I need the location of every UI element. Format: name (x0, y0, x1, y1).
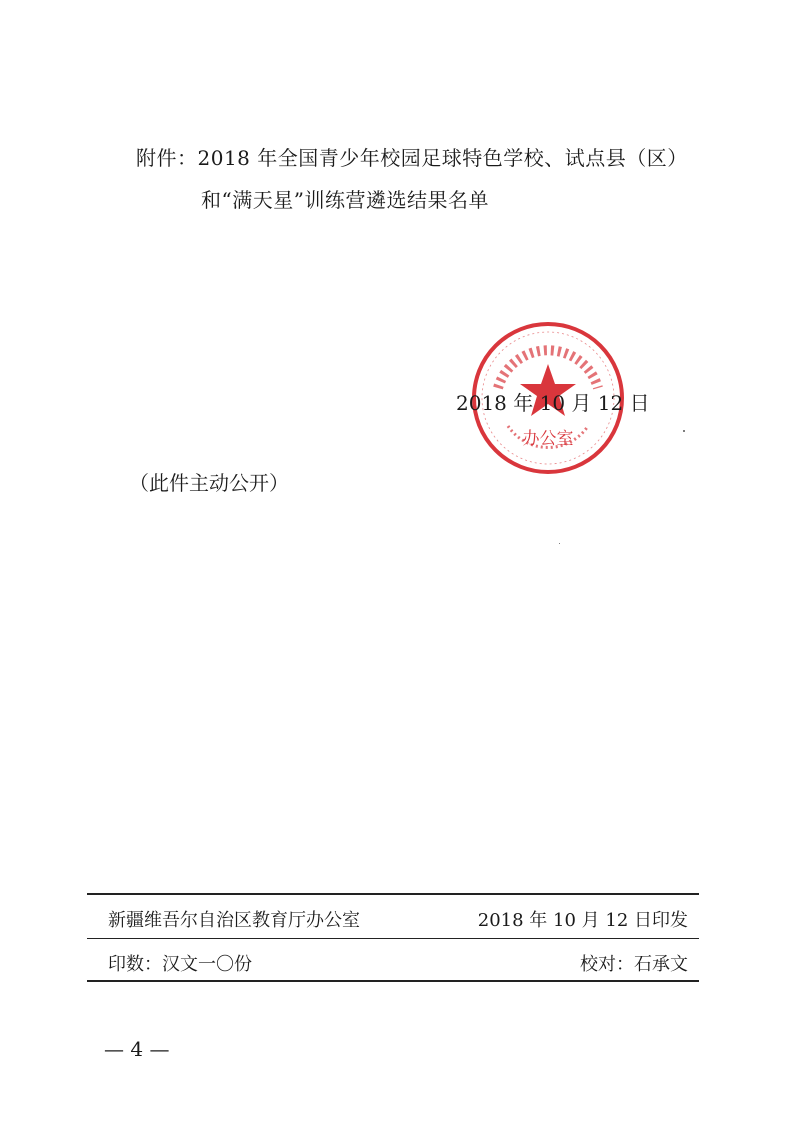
footer-rule-middle (87, 938, 699, 939)
public-disclosure-note: （此件主动公开） (129, 471, 289, 495)
print-copies: 印数：汉文一〇份 (108, 954, 252, 975)
attachment-title-line1: 附件：2018 年全国青少年校园足球特色学校、试点县（区） (136, 146, 688, 170)
seal-center-text: 办公室 (522, 429, 574, 449)
proofreader: 校对：石承文 (580, 954, 688, 975)
issue-date: 2018 年 10 月 12 日印发 (477, 910, 688, 931)
footer-rule-bottom (87, 980, 699, 982)
attachment-title-line2: 和“满天星”训练营遴选结果名单 (201, 188, 489, 212)
scan-speck (683, 430, 685, 432)
footer-print-row (108, 950, 688, 976)
footer-rule-top (87, 893, 699, 895)
page-number: — 4 — (104, 1037, 170, 1061)
issuer-name: 新疆维吾尔自治区教育厅办公室 (108, 910, 360, 931)
scan-speck (559, 543, 560, 544)
footer-issue-row (108, 906, 688, 932)
signature-date: 2018 年 10 月 12 日 (456, 391, 650, 415)
